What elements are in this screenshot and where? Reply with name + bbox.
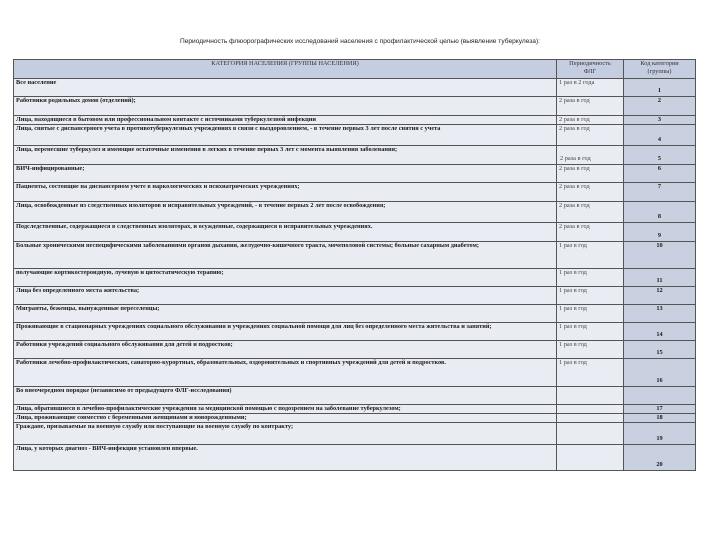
period-value: 2 раза в год [559,223,590,230]
code-value: 10 [656,242,663,249]
period-cell [557,305,624,323]
category-cell: Работники лечебно-профилактических, санаторно-курортных, образовательных, оздоровительных и спортивных учреждений для детей и подростков. [14,359,557,387]
table-row [14,242,696,269]
table-row [14,97,696,116]
code-cell [624,223,696,242]
category-cell: Проживающие в стационарных учреждениях социального обслуживания и учреждениях социальной помощи для лиц без определенного места жительства и занятий; [14,323,557,341]
code-value: 11 [656,277,663,284]
code-value: 3 [657,116,662,123]
code-value: 12 [656,287,663,294]
category-cell: Лица, освобожденные из следственных изоляторов и исправительных учреждений, - в течение первых 2 лет после освобождения; [14,202,557,223]
category-cell: Работники учреждений социального обслуживания для детей и подростков; [14,341,557,359]
table-row [14,359,696,387]
page-title: Периодичность флюорографических исследований населения с профилактической целью (выявление туберкулеза): [179,38,540,45]
table-row [14,116,696,125]
code-cell [624,359,696,387]
table-row [14,287,696,305]
code-value: 19 [656,435,663,442]
period-cell [557,242,624,269]
period-value: 2 раза в год [559,116,590,123]
table-row [14,125,696,146]
category-cell: Подследственные, содержащиеся в следственных изоляторах, и осужденные, содержащиеся в исправительных учреждениях. [14,223,557,242]
period-cell [557,405,624,414]
period-value: 1 раз в год [559,287,587,294]
table-row [14,387,696,405]
table-row [14,146,696,165]
category-cell: Лица без определенного места жительства; [14,287,557,305]
code-cell [624,387,696,405]
code-value: 5 [657,155,662,162]
code-value: 17 [656,405,663,412]
table-row [14,202,696,223]
period-value: 2 раза в год [559,97,590,104]
period-value: 2 раза в год [559,183,590,190]
category-cell: ВИЧ-инфицированные; [14,165,557,183]
fluorography-table [13,59,696,471]
code-value: 1 [657,87,662,94]
category-cell: Лица, у которых диагноз - ВИЧ-инфекция установлен впервые. [14,445,557,471]
period-cell [557,183,624,202]
period-cell [557,116,624,125]
table-row [14,269,696,287]
category-cell: Больные хроническими неспецифическими заболеваниями органов дыхания, желудочно-кишечного тракта, мочеполовой системы; больные сахарным диабетом; [14,242,557,269]
table-row [14,445,696,471]
code-cell [624,405,696,414]
period-cell [557,387,624,405]
period-cell [557,323,624,341]
category-cell: Пациенты, состоящие на диспансерном учете в наркологических и психиатрических учреждениях; [14,183,557,202]
table-row [14,323,696,341]
period-cell [557,146,624,165]
code-cell [624,146,696,165]
code-value: 16 [656,377,663,384]
period-value: 1 раз в год [559,305,587,312]
category-cell: Лица, находящиеся в бытовом или профессиональном контакте с источниками туберкулезной инфекции [14,116,557,125]
period-value: 1 раз в год [559,341,587,348]
category-cell: Лица, проживающие совместно с беременными женщинами и новорожденными; [14,414,557,423]
period-value: 2 раза в год [559,202,590,209]
table-row [14,414,696,423]
category-cell: Все население [14,79,557,97]
period-value: 1 раз в 2 года [559,79,595,86]
period-value: 2 раза в год [559,165,590,172]
category-cell: Граждане, призываемые на военную службу или поступающие на военную службу по контракту; [14,423,557,445]
category-cell: Лица, обратившиеся в лечебно-профилактические учреждения за медицинской помощью с подозрением на заболевание туберкулезом; [14,405,557,414]
code-cell [624,269,696,287]
code-cell [624,341,696,359]
period-cell [557,445,624,471]
code-value: 6 [657,165,662,172]
category-cell: Во внеочередном порядке (независимо от предыдущего ФЛГ-исследования) [14,387,557,405]
period-value: 1 раз в год [559,323,587,330]
period-value: 1 раз в год [559,359,587,366]
period-value: 2 раза в год [560,155,591,162]
code-cell [624,165,696,183]
period-value: 1 раз в год [559,242,587,249]
code-value: 13 [656,305,663,312]
table-row [14,183,696,202]
table-row [14,405,696,414]
code-value: 9 [657,232,662,239]
category-cell: Лица, перенесшие туберкулез и имеющие остаточные изменения в легких в течение первых 3 лет с момента выявления заболевания; [14,146,557,165]
period-cell [557,423,624,445]
period-cell [557,341,624,359]
code-value: 18 [656,414,663,421]
code-value: 8 [657,213,662,220]
period-cell [557,79,624,97]
code-value: 4 [657,136,662,143]
category-cell: Работники родильных домов (отделений); [14,97,557,116]
period-cell [557,223,624,242]
code-value: 20 [656,461,663,468]
period-cell [557,202,624,223]
header-row [14,60,696,79]
table-row [14,341,696,359]
header-period: Периодичность ФЛГ [557,60,624,79]
code-cell [624,79,696,97]
code-cell [624,423,696,445]
code-cell [624,323,696,341]
code-cell [624,414,696,423]
period-cell [557,97,624,116]
table-row [14,223,696,242]
code-cell [624,183,696,202]
code-cell [624,287,696,305]
code-value: 15 [656,349,663,356]
period-cell [557,287,624,305]
category-cell: Лица, снятые с диспансерного учета в противотуберкулезных учреждениях в связи с выздоровлением, - в течение первых 3 лет после снятия с учета [14,125,557,146]
code-cell [624,242,696,269]
table-row [14,305,696,323]
code-cell [624,445,696,471]
period-cell [557,414,624,423]
code-cell [624,202,696,223]
header-code: Код категории (группы) [624,60,696,79]
period-value: 2 раза в год [559,125,590,132]
code-cell [624,125,696,146]
period-cell [557,125,624,146]
period-cell [557,359,624,387]
code-value: 2 [657,97,662,104]
category-cell: получающие кортикостероидную, лучевую и цитостатическую терапию; [14,269,557,287]
code-cell [624,116,696,125]
category-cell: Мигранты, беженцы, вынужденные переселенцы; [14,305,557,323]
code-cell [624,305,696,323]
table-row [14,423,696,445]
period-cell [557,269,624,287]
code-cell [624,97,696,116]
table-row [14,79,696,97]
code-value: 14 [656,331,663,338]
table-row [14,165,696,183]
code-value: 7 [657,183,662,190]
period-value: 1 раз в год [559,269,587,276]
header-category: КАТЕГОРИЯ НАСЕЛЕНИЯ (ГРУППЫ НАСЕЛЕНИЯ) [14,60,557,79]
period-cell [557,165,624,183]
